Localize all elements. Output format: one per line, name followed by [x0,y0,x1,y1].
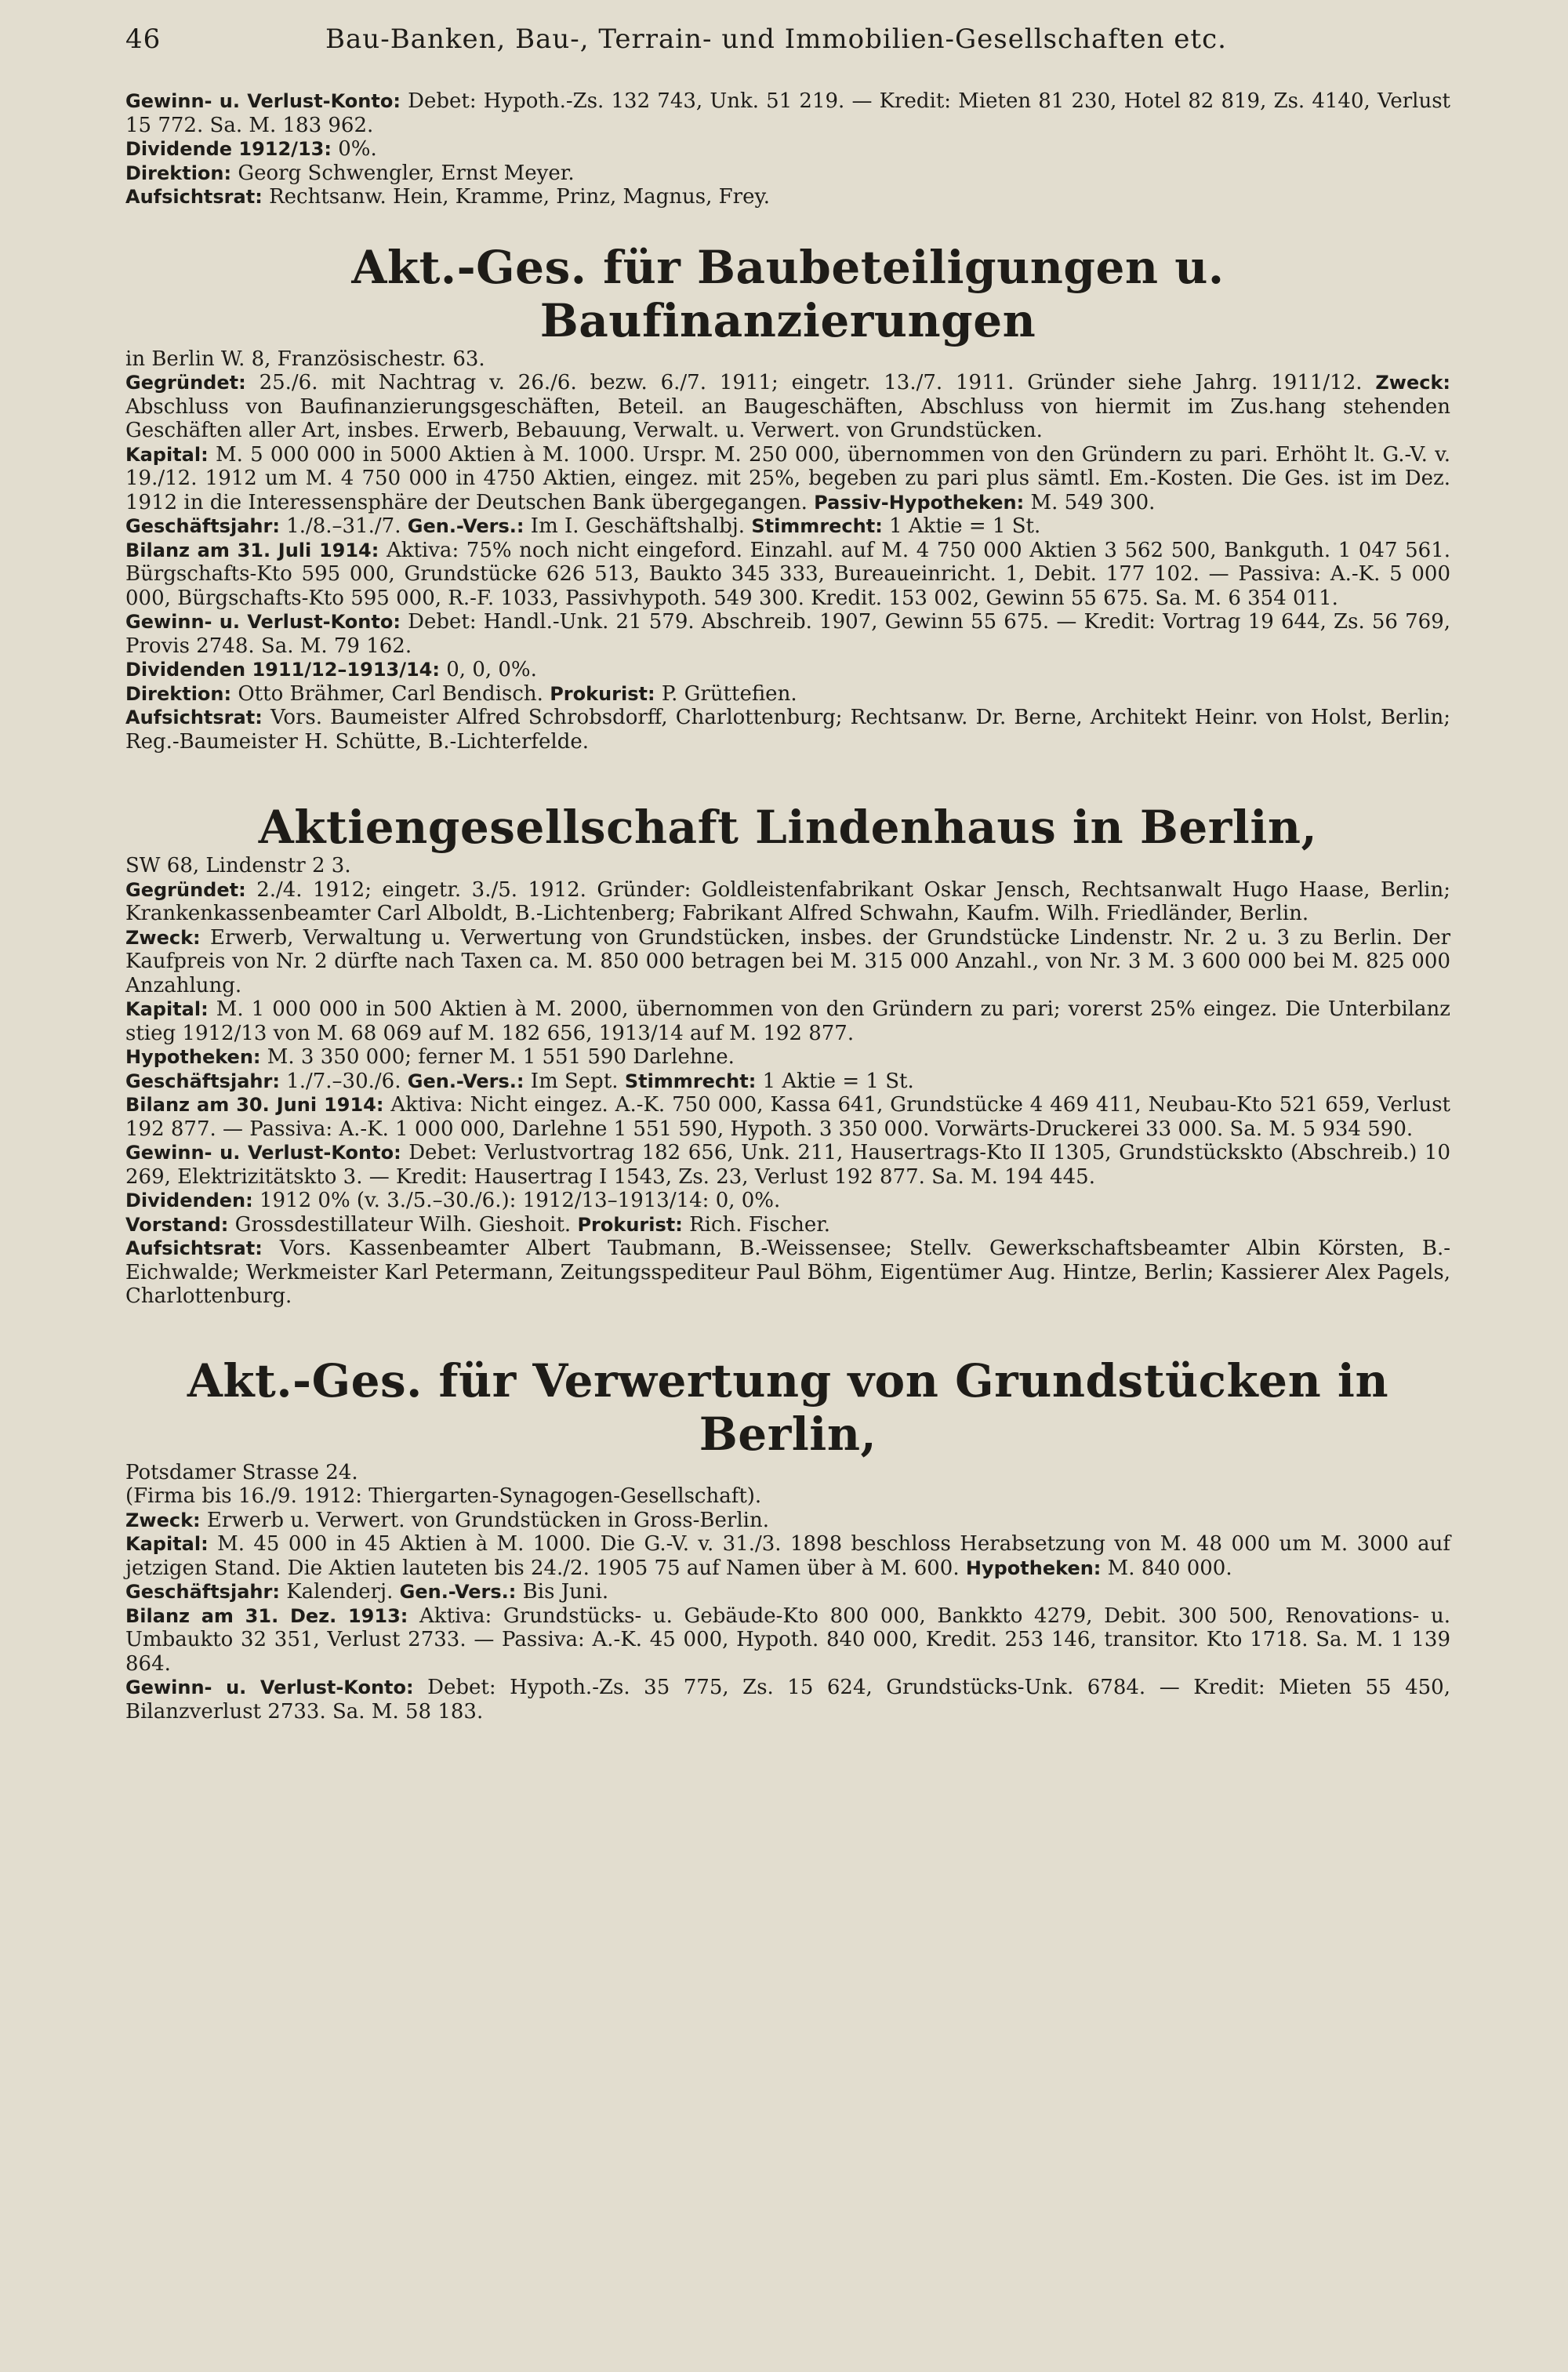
text: M. 5 000 000 in 5000 Aktien à M. 1000. Urspr. M. 250 000, übernommen von den Gründern zu pari. Erhöht lt. G.-V. v. 19./12. 1912 um M. 4 750 000 in 4750 Aktien, eingez. mit 25%, begeben zu pari plus sämtl. Em.-Kosten. Die Ges. ist im Dez. 1912 in die Interessensphäre der Deutschen Bank übergegangen. [125,442,1450,514]
label: Dividenden: [125,1190,253,1211]
label: Bilanz am 30. Juni 1914: [125,1094,384,1116]
label: Aufsichtsrat: [125,707,263,728]
text: 25./6. mit Nachtrag v. 26./6. bezw. 6./7. 1911; eingetr. 13./7. 1911. Gründer siehe Jahrg. 1911/12. [259,371,1363,394]
text: Aktiva: 75% noch nicht eingeford. Einzahl. auf M. 4 750 000 Aktien 3 562 500, Bankguth. 1 047 561. Bürgschafts-Kto 595 000, Grundstücke 626 513, Baukto 345 333, Bureaueinricht. 1, Debit. 177 102. — Passiva: A.-K. 5 000 000, Bürgschafts-Kto 595 000, R.-F. 1033, Passivhypoth. 549 300. Kredit. 153 002, Gewinn 55 675. Sa. M. 6 354 011. [125,538,1451,610]
text: P. Grüttefien. [661,681,797,706]
running-title: Bau-Banken, Bau-, Terrain- und Immobilien-Gesellschaften etc. [325,24,1227,55]
paragraph-aufsichtsrat [125,1237,1450,1309]
text: M. 1 000 000 in 500 Aktien à M. 2000, übernommen von den Gründern zu pari; vorerst 25% eingez. Die Unterbilanz stieg 1912/13 von M. 68 069 auf M. 182 656, 1913/14 auf M. 192 877. [125,997,1451,1045]
paragraph-kapital [125,1532,1450,1580]
text: Otto Brähmer, Carl Bendisch. [238,681,543,706]
text: Debet: Handl.-Unk. 21 579. Abschreib. 1907, Gewinn 55 675. — Kredit: Vortrag 19 644, Zs. 56 769, Provis 2748. Sa. M. 79 162. [125,610,1451,658]
label: Passiv-Hypotheken: [814,491,1025,514]
page-number: 46 [125,24,162,55]
label: Bilanz am 31. Dez. 1913: [125,1604,408,1627]
paragraph-direktion [125,162,1450,186]
paragraph-hypotheken [125,1045,1450,1070]
company-title: Aktiengesellschaft Lindenhaus in Berlin, [258,801,1318,854]
text: Vors. Kassenbeamter Albert Taubmann, B.-Weissensee; Stellv. Gewerkschaftsbeamter Albin Körsten, B.-Eichwalde; Werkmeister Karl Petermann, Zeitungsspediteur Paul Böhm, Eigentümer Aug. Hintze, Berlin; Kassierer Alex Pagels, Charlottenburg. [125,1237,1450,1308]
text: Erwerb, Verwaltung u. Verwertung von Grundstücken, insbes. der Grundstücke Lindenstr. Nr. 2 u. 3 zu Berlin. Der Kaufpreis von Nr. 2 dürfte nach Taxen ca. M. 850 000 betragen bei M. 315 000 Anzahl., von Nr. 3 M. 3 600 000 bei M. 825 000 Anzahlung. [125,925,1451,997]
paragraph-gegruendet [125,371,1450,443]
paragraph-vorstand [125,1213,1450,1237]
company-title: Akt.-Ges. für Baubeteiligungen u. Baufinanzierungen [351,240,1225,347]
label: Zweck: [125,926,201,949]
text: 1./8.–31./7. [286,514,401,538]
paragraph-dividende [125,137,1450,162]
text: M. 45 000 in 45 Aktien à M. 1000. Die G.-V. v. 31./3. 1898 beschloss Herabsetzung von M. 48 000 um M. 3000 auf jetzigen Stand. Die Aktien lauteten bis 24./2. 1905 75 auf Namen über à M. 600. [125,1532,1450,1580]
label: Gegründet: [125,372,246,394]
paragraph-dividenden [125,658,1450,682]
company-entry-verwertung [125,1354,1450,1724]
paragraph-gewinn [125,610,1450,658]
paragraph-dividenden [125,1189,1450,1213]
label: Prokurist: [577,1213,683,1236]
company-entry-baubeteiligungen [125,241,1450,754]
running-header [125,24,1450,78]
text: Erwerb u. Verwert. von Grundstücken in Gross-Berlin. [206,1508,769,1532]
text: Im Sept. [530,1069,619,1093]
label: Stimmrecht: [624,1070,757,1092]
paragraph-geschaeftsjahr [125,514,1450,539]
paragraph-bilanz [125,539,1450,611]
company-address: in Berlin W. 8, Französischestr. 63. [125,347,485,371]
label: Kapital: [125,443,209,466]
label: Gewinn- u. Verlust-Konto: [125,90,401,112]
paragraph-gegruendet [125,878,1450,926]
paragraph-gewinn [125,1676,1450,1724]
paragraph-zweck [125,926,1450,998]
label: Prokurist: [550,682,655,705]
text: 1 Aktie = 1 St. [762,1069,914,1093]
label: Gewinn- u. Verlust-Konto: [125,611,401,633]
company-former-name: (Firma bis 16./9. 1912: Thiergarten-Synagogen-Gesellschaft). [125,1484,762,1508]
label: Dividenden 1911/12–1913/14: [125,659,440,681]
text: 1./7.–30./6. [286,1069,401,1093]
paragraph-zweck [125,1509,1450,1533]
paragraph-kapital [125,443,1450,515]
text: Aktiva: Grundstücks- u. Gebäude-Kto 800 000, Bankkto 4279, Debit. 300 500, Renovations- u. Umbaukto 32 351, Verlust 2733. — Passiva: A.-K. 45 000, Hypoth. 840 000, Kredit. 253 146, transitor. Kto 1718. Sa. M. 1 139 864. [125,1604,1450,1676]
text: 0, 0, 0%. [446,658,537,681]
label: Zweck: [1375,372,1451,394]
label: Stimmrecht: [751,515,883,537]
text: Kalenderj. [286,1580,394,1604]
paragraph-geschaeftsjahr [125,1580,1450,1604]
label: Direktion: [125,682,232,705]
label: Geschäftsjahr: [125,1581,280,1603]
label: Zweck: [125,1509,201,1531]
text: Rechtsanw. Hein, Kramme, Prinz, Magnus, Frey. [269,185,770,209]
text: Debet: Hypoth.-Zs. 35 775, Zs. 15 624, Grundstücks-Unk. 6784. — Kredit: Mieten 55 450, Bilanzverlust 2733. Sa. M. 58 183. [125,1676,1450,1724]
label: Aufsichtsrat: [125,186,263,208]
label: Gen.-Vers.: [399,1581,517,1603]
label: Gewinn- u. Verlust-Konto: [125,1676,414,1698]
company-address: SW 68, Lindenstr 2 3. [125,854,351,877]
paragraph-aufsichtsrat [125,706,1450,754]
label: Kapital: [125,1533,209,1555]
paragraph-gewinn [125,89,1450,137]
text: M. 549 300. [1030,490,1156,514]
label: Gewinn- u. Verlust-Konto: [125,1142,401,1164]
company-address: Potsdamer Strasse 24. [125,1460,358,1484]
paragraph-direktion [125,682,1450,707]
text: M. 840 000. [1107,1556,1232,1580]
text: Abschluss von Baufinanzierungsgeschäften, Beteil. an Baugeschäften, Abschluss von hiermit im Zus.hang stehenden Geschäften aller Art, insbes. Erwerb, Bebauung, Verwalt. u. Verwert. von Grundstücken. [125,394,1450,442]
text: Debet: Hypoth.-Zs. 132 743, Unk. 51 219. — Kredit: Mieten 81 230, Hotel 82 819, Zs. 4140, Verlust 15 772. Sa. M. 183 962. [125,89,1450,137]
text: Debet: Verlustvortrag 182 656, Unk. 211, Hausertrags-Kto II 1305, Grundstückskto (Abschreib.) 10 269, Elektrizitätskto 3. — Kredit: Hausertrag I 1543, Zs. 23, Verlust 192 877. Sa. M. 194 445. [125,1141,1451,1189]
label: Gen.-Vers.: [407,1070,524,1092]
label: Kapital: [125,998,209,1020]
text: Georg Schwengler, Ernst Meyer. [238,161,575,185]
text: 1912 0% (v. 3./5.–30./6.): 1912/13–1913/14: 0, 0%. [259,1189,781,1212]
paragraph-bilanz [125,1093,1450,1141]
label: Dividende 1912/13: [125,138,332,160]
previous-company-continuation [125,89,1450,209]
company-title: Akt.-Ges. für Verwertung von Grundstücken in Berlin, [187,1353,1389,1461]
text: Bis Juni. [522,1580,609,1604]
paragraph-geschaeftsjahr [125,1070,1450,1094]
text: Im I. Geschäftshalbj. [530,514,746,538]
label: Hypotheken: [965,1557,1102,1579]
text: Aktiva: Nicht eingez. A.-K. 750 000, Kassa 641, Grundstücke 4 469 411, Neubau-Kto 521 659, Verlust 192 877. — Passiva: A.-K. 1 000 000, Darlehne 1 551 590, Hypoth. 3 350 000. Vorwärts-Druckerei 33 000. Sa. M. 5 934 590. [125,1093,1451,1141]
label: Gegründet: [125,878,246,901]
text: 0%. [338,137,377,161]
paragraph-aufsichtsrat [125,185,1450,209]
company-entry-lindenhaus [125,801,1450,1309]
text: Rich. Fischer. [689,1212,831,1237]
label: Geschäftsjahr: [125,1070,280,1092]
label: Hypotheken: [125,1046,261,1068]
paragraph-gewinn [125,1141,1450,1189]
label: Vorstand: [125,1213,229,1236]
text: Vors. Baumeister Alfred Schrobsdorff, Charlottenburg; Rechtsanw. Dr. Berne, Architekt Heinr. von Holst, Berlin; Reg.-Baumeister H. Schütte, B.-Lichterfelde. [125,706,1450,754]
label: Bilanz am 31. Juli 1914: [125,539,379,561]
text: Grossdestillateur Wilh. Gieshoit. [234,1212,572,1237]
label: Aufsichtsrat: [125,1237,263,1259]
text: M. 3 350 000; ferner M. 1 551 590 Darlehne. [267,1045,735,1069]
text: 2./4. 1912; eingetr. 3./5. 1912. Gründer: Goldleistenfabrikant Oskar Jensch, Rechtsanwalt Hugo Haase, Berlin; Krankenkassenbeamter Carl Alboldt, B.-Lichtenberg; Fabrikant Alfred Schwahn, Kaufm. Wilh. Friedländer, Berlin. [125,877,1450,925]
label: Direktion: [125,162,232,184]
text: 1 Aktie = 1 St. [889,514,1041,538]
paragraph-bilanz [125,1604,1450,1676]
label: Gen.-Vers.: [407,515,524,537]
paragraph-kapital [125,997,1450,1045]
label: Geschäftsjahr: [125,515,280,537]
